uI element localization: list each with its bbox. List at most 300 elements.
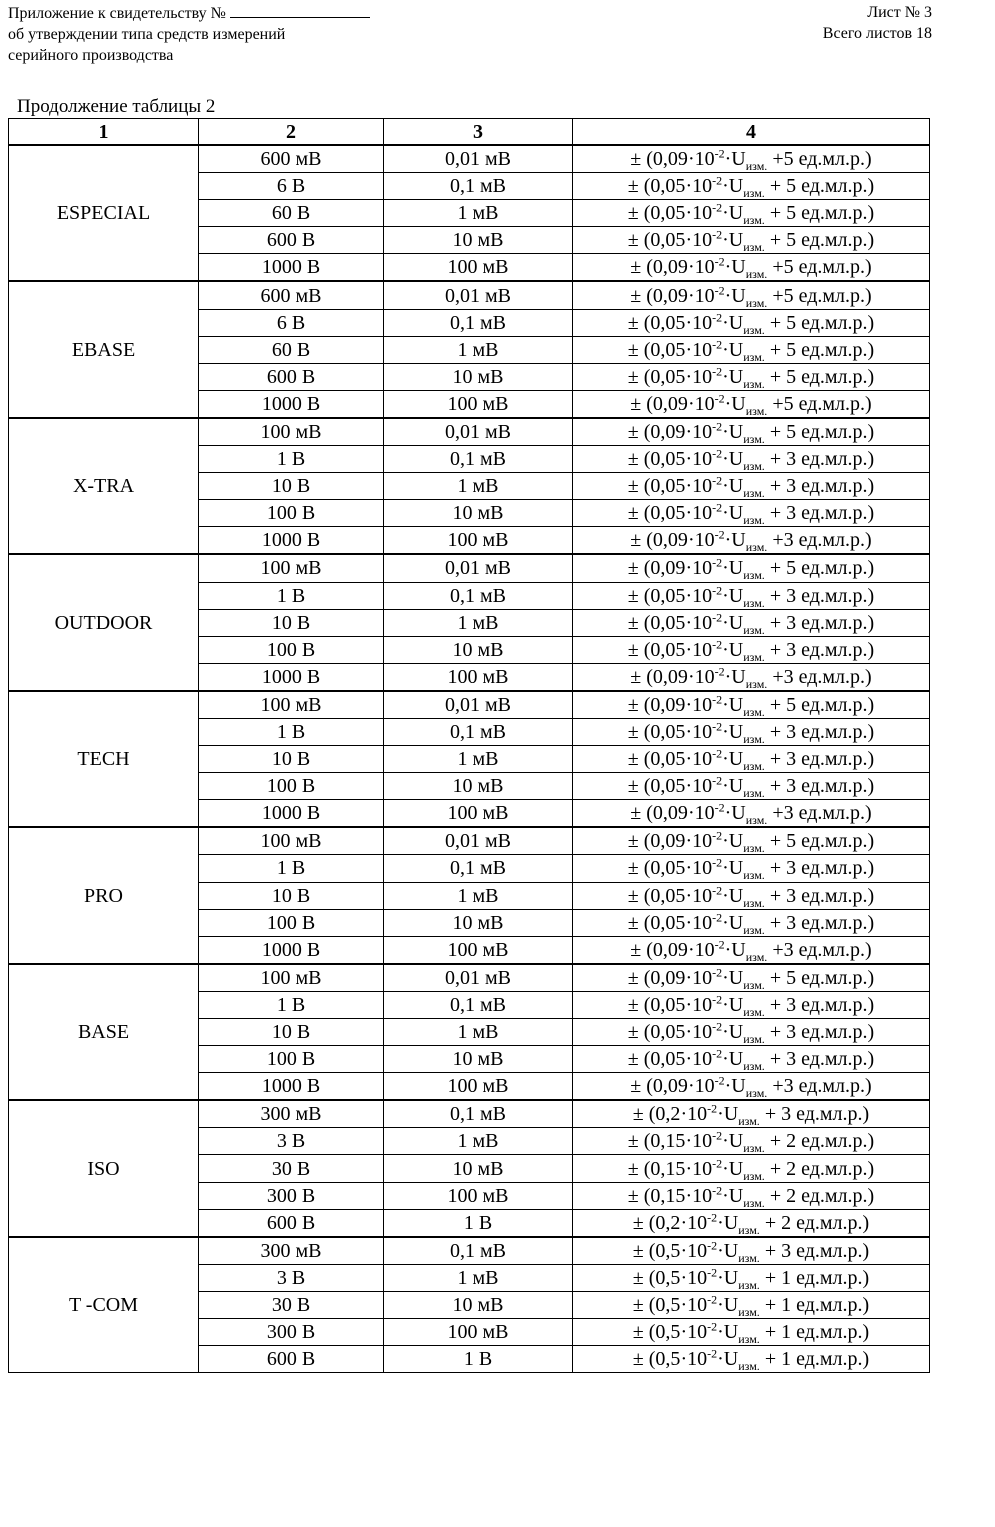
accuracy-ten: ·10 [685, 911, 713, 934]
accuracy-exponent: -2 [712, 609, 723, 624]
resolution: 100 мВ [384, 1319, 573, 1346]
accuracy-coefficient: ± (0,15 [627, 1130, 686, 1153]
accuracy-coefficient: ± (0,05 [627, 311, 686, 334]
accuracy-formula [573, 173, 930, 200]
measurement-range: 600 В [199, 1346, 384, 1373]
accuracy-subscript: изм. [743, 977, 765, 992]
accuracy-u: ·U [722, 693, 744, 716]
sheet-number: Лист № 3 [867, 4, 932, 21]
resolution: 1 мВ [384, 609, 573, 636]
resolution: 10 мВ [384, 1291, 573, 1318]
measurement-range: 6 В [199, 309, 384, 336]
measurement-range: 1000 В [199, 1073, 384, 1101]
table-row [9, 1237, 930, 1265]
accuracy-exponent: -2 [712, 1155, 723, 1170]
accuracy-ten: ·10 [685, 502, 713, 525]
accuracy-u: ·U [722, 611, 744, 634]
accuracy-coefficient: ± (0,05 [627, 338, 686, 361]
accuracy-formula [573, 1319, 930, 1346]
accuracy-u: ·U [724, 392, 746, 415]
accuracy-formula [573, 746, 930, 773]
accuracy-addend: + 5 ед.мл.р.) [764, 693, 875, 716]
model-name: EBASE [9, 281, 199, 417]
accuracy-u: ·U [724, 284, 746, 307]
accuracy-exponent: -2 [712, 500, 723, 515]
resolution: 100 мВ [384, 1073, 573, 1101]
measurement-range: 1 В [199, 582, 384, 609]
accuracy-formula [573, 363, 930, 390]
accuracy-ten: ·10 [680, 1348, 708, 1371]
accuracy-u: ·U [724, 802, 746, 825]
accuracy-u: ·U [722, 748, 744, 771]
accuracy-exponent: -2 [707, 1238, 718, 1253]
model-name: ESPECIAL [9, 145, 199, 281]
accuracy-coefficient: ± (0,09 [630, 1075, 688, 1098]
accuracy-subscript: изм. [745, 949, 768, 964]
accuracy-subscript: изм. [743, 595, 765, 610]
accuracy-formula [573, 145, 930, 173]
accuracy-coefficient: ± (0,05 [627, 911, 686, 934]
resolution: 1 мВ [384, 1019, 573, 1046]
accuracy-ten: ·10 [680, 1211, 708, 1234]
accuracy-subscript: изм. [745, 295, 768, 310]
accuracy-u: ·U [722, 202, 744, 225]
resolution: 0,1 мВ [384, 855, 573, 882]
measurement-range: 60 В [199, 336, 384, 363]
accuracy-addend: + 3 ед.мл.р.) [764, 1048, 875, 1071]
accuracy-u: ·U [722, 584, 744, 607]
measurement-range: 100 мВ [199, 964, 384, 992]
resolution: 0,01 мВ [384, 418, 573, 446]
accuracy-formula [573, 1046, 930, 1073]
accuracy-exponent: -2 [712, 882, 723, 897]
resolution: 0,1 мВ [384, 309, 573, 336]
accuracy-subscript: изм. [743, 649, 765, 664]
accuracy-formula [573, 1209, 930, 1237]
accuracy-coefficient: ± (0,05 [627, 884, 686, 907]
accuracy-exponent: -2 [707, 1210, 718, 1225]
accuracy-coefficient: ± (0,09 [627, 693, 686, 716]
accuracy-addend: + 2 ед.мл.р.) [764, 1157, 875, 1180]
accuracy-formula [573, 827, 930, 855]
accuracy-coefficient: ± (0,09 [630, 256, 688, 279]
measurement-range: 100 В [199, 773, 384, 800]
accuracy-subscript: изм. [745, 813, 768, 828]
accuracy-exponent: -2 [714, 282, 725, 297]
resolution: 100 мВ [384, 254, 573, 282]
accuracy-addend: + 3 ед.мл.р.) [759, 1239, 870, 1262]
resolution: 1 мВ [384, 1128, 573, 1155]
accuracy-coefficient: ± (0,09 [627, 557, 686, 580]
accuracy-coefficient: ± (0,05 [627, 448, 686, 471]
accuracy-ten: ·10 [685, 611, 713, 634]
accuracy-exponent: -2 [712, 1128, 723, 1143]
accuracy-ten: ·10 [685, 338, 713, 361]
accuracy-subscript: изм. [745, 540, 768, 555]
accuracy-ten: ·10 [685, 1021, 713, 1044]
column-header: 3 [384, 119, 573, 146]
resolution: 0,1 мВ [384, 1237, 573, 1265]
resolution: 0,01 мВ [384, 964, 573, 992]
accuracy-coefficient: ± (0,09 [630, 665, 688, 688]
accuracy-subscript: изм. [738, 1332, 760, 1347]
accuracy-ten: ·10 [685, 584, 713, 607]
table-caption: Продолжение таблицы 2 [17, 96, 216, 117]
resolution: 10 мВ [384, 500, 573, 527]
resolution: 100 мВ [384, 936, 573, 964]
accuracy-subscript: изм. [743, 1032, 765, 1047]
accuracy-coefficient: ± (0,05 [627, 584, 686, 607]
accuracy-exponent: -2 [712, 473, 723, 488]
table-row [9, 691, 930, 719]
accuracy-addend: + 2 ед.мл.р.) [764, 1130, 875, 1153]
header-line: серийного производства [8, 47, 174, 64]
accuracy-addend: + 5 ед.мл.р.) [764, 229, 875, 252]
accuracy-u: ·U [717, 1211, 739, 1234]
accuracy-coefficient: ± (0,15 [627, 1184, 686, 1207]
accuracy-u: ·U [724, 529, 746, 552]
accuracy-subscript: изм. [745, 403, 768, 418]
accuracy-u: ·U [722, 475, 744, 498]
accuracy-addend: + 3 ед.мл.р.) [764, 584, 875, 607]
measurement-range: 10 В [199, 473, 384, 500]
accuracy-formula [573, 227, 930, 254]
accuracy-ten: ·10 [687, 665, 715, 688]
accuracy-coefficient: ± (0,5 [632, 1293, 681, 1316]
measurement-range: 1 В [199, 855, 384, 882]
accuracy-u: ·U [722, 365, 744, 388]
accuracy-ten: ·10 [680, 1266, 708, 1289]
accuracy-subscript: изм. [743, 786, 765, 801]
accuracy-formula [573, 773, 930, 800]
accuracy-u: ·U [722, 448, 744, 471]
measurement-range: 600 мВ [199, 281, 384, 309]
resolution: 1 мВ [384, 882, 573, 909]
accuracy-coefficient: ± (0,15 [627, 1157, 686, 1180]
accuracy-subscript: изм. [743, 322, 765, 337]
accuracy-addend: + 3 ед.мл.р.) [764, 502, 875, 525]
measurement-range: 3 В [199, 1128, 384, 1155]
accuracy-formula [573, 281, 930, 309]
table-row [9, 827, 930, 855]
accuracy-addend: +5 ед.мл.р.) [767, 148, 872, 171]
accuracy-coefficient: ± (0,05 [627, 638, 686, 661]
accuracy-exponent: -2 [714, 146, 725, 161]
accuracy-addend: + 5 ед.мл.р.) [764, 557, 875, 580]
accuracy-coefficient: ± (0,5 [632, 1348, 681, 1371]
accuracy-subscript: изм. [743, 186, 765, 201]
accuracy-addend: +5 ед.мл.р.) [767, 256, 872, 279]
accuracy-addend: + 3 ед.мл.р.) [759, 1103, 870, 1126]
accuracy-addend: + 5 ед.мл.р.) [764, 338, 875, 361]
accuracy-u: ·U [722, 775, 744, 798]
resolution: 10 мВ [384, 227, 573, 254]
accuracy-formula [573, 936, 930, 964]
accuracy-formula [573, 582, 930, 609]
accuracy-coefficient: ± (0,05 [627, 502, 686, 525]
measurement-range: 300 мВ [199, 1100, 384, 1128]
accuracy-exponent: -2 [707, 1346, 718, 1361]
measurement-range: 300 В [199, 1182, 384, 1209]
accuracy-formula [573, 527, 930, 555]
accuracy-coefficient: ± (0,09 [630, 148, 688, 171]
accuracy-exponent: -2 [712, 309, 723, 324]
accuracy-formula [573, 1264, 930, 1291]
measurement-range: 300 В [199, 1319, 384, 1346]
accuracy-formula [573, 1291, 930, 1318]
accuracy-ten: ·10 [687, 802, 715, 825]
accuracy-coefficient: ± (0,05 [627, 1048, 686, 1071]
accuracy-addend: + 3 ед.мл.р.) [764, 857, 875, 880]
accuracy-addend: + 5 ед.мл.р.) [764, 311, 875, 334]
column-header: 4 [573, 119, 930, 146]
accuracy-coefficient: ± (0,09 [630, 938, 688, 961]
resolution: 100 мВ [384, 1182, 573, 1209]
resolution: 0,1 мВ [384, 446, 573, 473]
accuracy-formula [573, 554, 930, 582]
certificate-number-blank [230, 2, 370, 18]
accuracy-coefficient: ± (0,05 [627, 748, 686, 771]
accuracy-exponent: -2 [714, 254, 725, 269]
accuracy-subscript: изм. [745, 267, 768, 282]
accuracy-ten: ·10 [680, 1293, 708, 1316]
accuracy-addend: + 3 ед.мл.р.) [764, 911, 875, 934]
accuracy-formula [573, 663, 930, 691]
accuracy-u: ·U [724, 148, 746, 171]
accuracy-u: ·U [722, 175, 744, 198]
accuracy-addend: + 5 ед.мл.р.) [764, 175, 875, 198]
accuracy-exponent: -2 [712, 746, 723, 761]
resolution: 10 мВ [384, 909, 573, 936]
accuracy-exponent: -2 [712, 965, 723, 980]
table-header-row [9, 119, 930, 146]
accuracy-coefficient: ± (0,05 [627, 175, 686, 198]
table-row [9, 554, 930, 582]
table-row [9, 145, 930, 173]
resolution: 10 мВ [384, 1155, 573, 1182]
accuracy-addend: + 5 ед.мл.р.) [764, 420, 875, 443]
accuracy-exponent: -2 [714, 1073, 725, 1088]
accuracy-coefficient: ± (0,05 [627, 475, 686, 498]
measurement-range: 100 В [199, 909, 384, 936]
accuracy-exponent: -2 [712, 200, 723, 215]
accuracy-subscript: изм. [743, 759, 765, 774]
accuracy-exponent: -2 [712, 910, 723, 925]
accuracy-subscript: изм. [738, 1277, 760, 1292]
accuracy-u: ·U [722, 338, 744, 361]
accuracy-subscript: изм. [743, 922, 765, 937]
resolution: 1 В [384, 1346, 573, 1373]
accuracy-subscript: изм. [745, 676, 768, 691]
model-name: X-TRA [9, 418, 199, 554]
accuracy-exponent: -2 [712, 582, 723, 597]
column-header: 1 [9, 119, 199, 146]
accuracy-subscript: изм. [743, 1059, 765, 1074]
accuracy-coefficient: ± (0,05 [627, 721, 686, 744]
model-name: BASE [9, 964, 199, 1100]
accuracy-ten: ·10 [685, 175, 713, 198]
accuracy-u: ·U [717, 1239, 739, 1262]
accuracy-subscript: изм. [743, 732, 765, 747]
accuracy-u: ·U [722, 857, 744, 880]
accuracy-exponent: -2 [714, 800, 725, 815]
accuracy-formula [573, 390, 930, 418]
accuracy-ten: ·10 [685, 1048, 713, 1071]
model-name: ISO [9, 1100, 199, 1236]
measurement-range: 1000 В [199, 390, 384, 418]
measurement-range: 100 В [199, 1046, 384, 1073]
accuracy-ten: ·10 [685, 884, 713, 907]
accuracy-addend: + 5 ед.мл.р.) [764, 365, 875, 388]
accuracy-ten: ·10 [685, 857, 713, 880]
accuracy-ten: ·10 [687, 938, 715, 961]
accuracy-exponent: -2 [712, 719, 723, 734]
resolution: 1 мВ [384, 336, 573, 363]
resolution: 10 мВ [384, 1046, 573, 1073]
accuracy-formula [573, 636, 930, 663]
accuracy-exponent: -2 [707, 1292, 718, 1307]
accuracy-exponent: -2 [712, 773, 723, 788]
accuracy-addend: + 1 ед.мл.р.) [759, 1293, 870, 1316]
resolution: 0,1 мВ [384, 991, 573, 1018]
accuracy-ten: ·10 [680, 1321, 708, 1344]
measurement-range: 10 В [199, 1019, 384, 1046]
resolution: 0,1 мВ [384, 582, 573, 609]
accuracy-u: ·U [722, 1130, 744, 1153]
accuracy-exponent: -2 [714, 391, 725, 406]
accuracy-addend: + 3 ед.мл.р.) [764, 775, 875, 798]
accuracy-u: ·U [722, 311, 744, 334]
measurement-range: 100 мВ [199, 554, 384, 582]
measurement-range: 1000 В [199, 800, 384, 828]
accuracy-ten: ·10 [685, 557, 713, 580]
accuracy-ten: ·10 [685, 1130, 713, 1153]
accuracy-subscript: изм. [738, 1222, 760, 1237]
accuracy-u: ·U [722, 420, 744, 443]
measurement-range: 1 В [199, 718, 384, 745]
accuracy-subscript: изм. [743, 622, 765, 637]
measurement-range: 600 мВ [199, 145, 384, 173]
accuracy-coefficient: ± (0,09 [627, 420, 686, 443]
accuracy-subscript: изм. [738, 1114, 760, 1129]
resolution: 1 мВ [384, 473, 573, 500]
accuracy-u: ·U [722, 966, 744, 989]
accuracy-coefficient: ± (0,09 [630, 392, 688, 415]
accuracy-ten: ·10 [685, 229, 713, 252]
accuracy-subscript: изм. [738, 1250, 760, 1265]
column-header: 2 [199, 119, 384, 146]
accuracy-addend: + 5 ед.мл.р.) [764, 966, 875, 989]
accuracy-exponent: -2 [712, 1019, 723, 1034]
accuracy-u: ·U [722, 638, 744, 661]
resolution: 100 мВ [384, 390, 573, 418]
accuracy-exponent: -2 [712, 227, 723, 242]
accuracy-subscript: изм. [743, 568, 765, 583]
accuracy-subscript: изм. [745, 159, 768, 174]
accuracy-formula [573, 718, 930, 745]
accuracy-addend: + 3 ед.мл.р.) [764, 748, 875, 771]
accuracy-exponent: -2 [712, 992, 723, 1007]
model-name: T -COM [9, 1237, 199, 1373]
measurement-range: 1000 В [199, 663, 384, 691]
resolution: 0,1 мВ [384, 173, 573, 200]
accuracy-subscript: изм. [743, 1141, 765, 1156]
accuracy-formula [573, 691, 930, 719]
accuracy-u: ·U [722, 911, 744, 934]
accuracy-coefficient: ± (0,09 [630, 529, 688, 552]
accuracy-u: ·U [722, 830, 744, 853]
accuracy-formula [573, 1155, 930, 1182]
resolution: 100 мВ [384, 527, 573, 555]
accuracy-formula [573, 500, 930, 527]
document-header-right [823, 2, 932, 44]
accuracy-addend: +3 ед.мл.р.) [767, 938, 872, 961]
resolution: 100 мВ [384, 800, 573, 828]
accuracy-ten: ·10 [685, 748, 713, 771]
accuracy-subscript: изм. [743, 431, 765, 446]
model-name: OUTDOOR [9, 554, 199, 690]
accuracy-addend: + 3 ед.мл.р.) [764, 884, 875, 907]
measurement-range: 10 В [199, 882, 384, 909]
accuracy-coefficient: ± (0,5 [632, 1266, 681, 1289]
resolution: 10 мВ [384, 363, 573, 390]
accuracy-exponent: -2 [707, 1101, 718, 1116]
accuracy-coefficient: ± (0,05 [627, 229, 686, 252]
measurement-range: 100 В [199, 636, 384, 663]
accuracy-coefficient: ± (0,5 [632, 1321, 681, 1344]
accuracy-u: ·U [724, 256, 746, 279]
accuracy-coefficient: ± (0,05 [627, 775, 686, 798]
accuracy-subscript: изм. [738, 1359, 760, 1374]
accuracy-ten: ·10 [680, 1239, 708, 1262]
total-sheets: Всего листов 18 [822, 25, 932, 42]
accuracy-exponent: -2 [712, 637, 723, 652]
accuracy-ten: ·10 [687, 529, 715, 552]
accuracy-formula [573, 964, 930, 992]
accuracy-formula [573, 1182, 930, 1209]
accuracy-u: ·U [722, 1184, 744, 1207]
accuracy-subscript: изм. [743, 486, 765, 501]
measurement-range: 10 В [199, 746, 384, 773]
accuracy-coefficient: ± (0,05 [627, 857, 686, 880]
accuracy-formula [573, 1128, 930, 1155]
accuracy-exponent: -2 [712, 1046, 723, 1061]
accuracy-exponent: -2 [712, 692, 723, 707]
accuracy-subscript: изм. [743, 1168, 765, 1183]
accuracy-exponent: -2 [714, 527, 725, 542]
accuracy-ten: ·10 [685, 420, 713, 443]
resolution: 100 мВ [384, 663, 573, 691]
measurement-range: 600 В [199, 227, 384, 254]
accuracy-u: ·U [717, 1348, 739, 1371]
accuracy-coefficient: ± (0,09 [630, 802, 688, 825]
specs-table [8, 118, 930, 1373]
accuracy-ten: ·10 [685, 448, 713, 471]
accuracy-ten: ·10 [687, 1075, 715, 1098]
accuracy-ten: ·10 [685, 365, 713, 388]
accuracy-u: ·U [722, 1021, 744, 1044]
accuracy-subscript: изм. [743, 349, 765, 364]
accuracy-formula [573, 309, 930, 336]
resolution: 10 мВ [384, 773, 573, 800]
measurement-range: 60 В [199, 200, 384, 227]
accuracy-subscript: изм. [743, 213, 765, 228]
accuracy-addend: + 1 ед.мл.р.) [759, 1321, 870, 1344]
accuracy-coefficient: ± (0,09 [627, 966, 686, 989]
accuracy-ten: ·10 [687, 392, 715, 415]
table-row [9, 1100, 930, 1128]
table-row [9, 964, 930, 992]
